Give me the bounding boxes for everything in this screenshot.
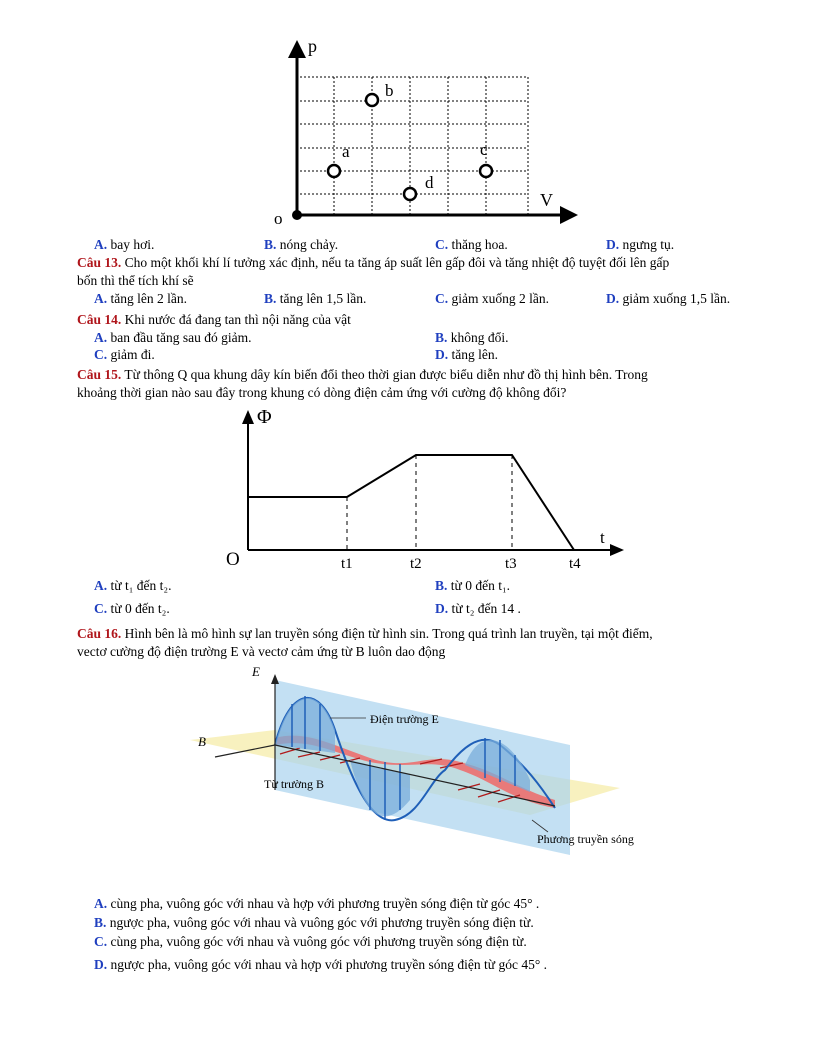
b-field-label: Từ trường B	[264, 777, 325, 791]
t-label: t	[600, 528, 605, 547]
point-b	[366, 94, 378, 106]
e-axis-arrow-icon	[271, 674, 279, 684]
q14-label: Câu 14.	[77, 312, 122, 327]
q12-option-c[interactable]: C. thăng hoa.	[435, 237, 508, 252]
flux-guides	[347, 455, 512, 550]
direction-label: Phương truyền sóng	[537, 832, 634, 846]
q14-option-a[interactable]: A. ban đầu tăng sau đó giảm.	[94, 330, 252, 345]
em-wave-figure	[180, 660, 650, 875]
q12-option-d[interactable]: D. ngưng tụ.	[606, 237, 675, 252]
q13-stem-line1: Câu 13. Cho một khối khí lí tưởng xác định, nếu ta tăng áp suất lên gấp đôi và tăng nhiệt độ tuyệt đối lên gấp	[77, 255, 670, 270]
q15-option-b[interactable]: B. từ 0 đến t₁.	[435, 578, 511, 593]
v-label: V	[540, 190, 553, 210]
q15-stem-line1: Câu 15. Từ thông Q qua khung dây kín biến đổi theo thời gian được biểu diễn như đồ thị hình bên. Trong	[77, 367, 648, 382]
q13-stem-line2: bốn thì thể tích khí sẽ	[77, 273, 194, 288]
b-axis-label: B	[198, 734, 206, 749]
q13-option-a[interactable]: A. tăng lên 2 lần.	[94, 291, 187, 306]
q12-option-a[interactable]: A. bay hơi.	[94, 237, 155, 252]
t2-label: t2	[410, 556, 422, 572]
q14-stem: Câu 14. Khi nước đá đang tan thì nội năng của vật	[77, 312, 351, 327]
q15-label: Câu 15.	[77, 367, 122, 382]
flux-curve	[248, 455, 574, 550]
q16-option-b[interactable]: B. ngược pha, vuông góc với nhau và vuông góc với phương truyền sóng điện từ.	[94, 915, 534, 930]
phi-label: Φ	[257, 406, 272, 428]
pv-diagram	[268, 34, 588, 230]
origin-o-label: O	[226, 549, 240, 570]
q14-option-b[interactable]: B. không đổi.	[435, 330, 509, 345]
q13-option-b[interactable]: B. tăng lên 1,5 lần.	[264, 291, 367, 306]
t-arrow-icon	[610, 544, 624, 556]
t1-label: t1	[341, 556, 353, 572]
q16-option-a[interactable]: A. cùng pha, vuông góc với nhau và hợp với phương truyền sóng điện từ góc 45° .	[94, 896, 540, 911]
q15-option-d[interactable]: D. từ t₂ đến 14 .	[435, 601, 521, 616]
q15-option-a[interactable]: A. từ t₁ đến t₂.	[94, 578, 172, 593]
point-d-label: d	[425, 173, 434, 192]
p-label: p	[308, 36, 317, 56]
e-field-label: Điện trường E	[370, 712, 439, 726]
q12-option-b[interactable]: B. nóng chảy.	[264, 237, 339, 252]
q16-option-c[interactable]: C. cùng pha, vuông góc với nhau và vuông góc với phương truyền sóng điện từ.	[94, 934, 527, 949]
point-b-label: b	[385, 81, 394, 100]
phi-arrow-icon	[242, 410, 254, 424]
point-c	[480, 165, 492, 177]
t4-label: t4	[569, 556, 581, 572]
point-d	[404, 188, 416, 200]
flux-graph	[220, 402, 630, 578]
e-axis-label: E	[252, 664, 260, 679]
q13-label: Câu 13.	[77, 255, 122, 270]
point-a	[328, 165, 340, 177]
q16-stem-line1: Câu 16. Hình bên là mô hình sự lan truyền sóng điện từ hình sin. Trong quá trình lan truyền, tại một điểm,	[77, 626, 653, 641]
q16-label: Câu 16.	[77, 626, 122, 641]
q16-option-d[interactable]: D. ngược pha, vuông góc với nhau và hợp với phương truyền sóng điện từ góc 45° .	[94, 957, 547, 972]
point-c-label: c	[480, 140, 488, 159]
t3-label: t3	[505, 556, 517, 572]
q14-option-c[interactable]: C. giảm đi.	[94, 347, 155, 362]
origin-dot	[292, 210, 302, 220]
v-arrow-icon	[560, 206, 578, 224]
point-a-label: a	[342, 142, 350, 161]
q13-option-d[interactable]: D. giảm xuống 1,5 lần.	[606, 291, 731, 306]
q16-stem-line2: vectơ cường độ điện trường E và vectơ cảm ứng từ B luôn dao động	[77, 644, 446, 659]
q15-option-c[interactable]: C. từ 0 đến t₂.	[94, 601, 170, 616]
q13-option-c[interactable]: C. giảm xuống 2 lần.	[435, 291, 549, 306]
origin-label: o	[274, 209, 283, 228]
p-arrow-icon	[288, 40, 306, 58]
q14-option-d[interactable]: D. tăng lên.	[435, 347, 498, 362]
q15-stem-line2: khoảng thời gian nào sau đây trong khung có dòng điện cảm ứng với cường độ không đổi?	[77, 385, 567, 400]
